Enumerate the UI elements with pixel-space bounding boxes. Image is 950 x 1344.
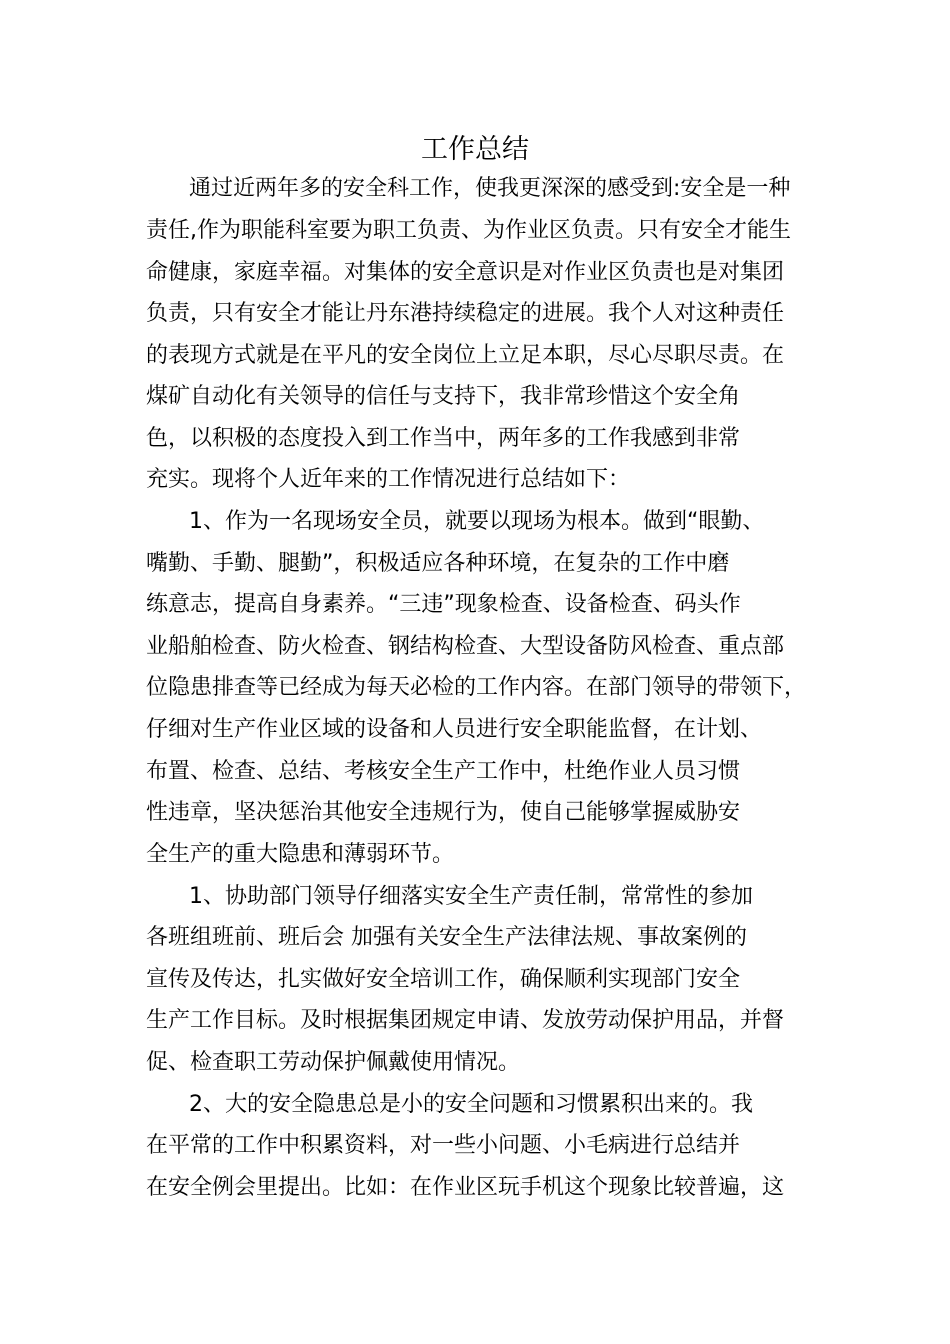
- body-line: 性违章，坚决惩治其他安全违规行为，使自己能够掌握威胁安: [146, 800, 741, 825]
- body-line: 布置、检查、总结、考核安全生产工作中，杜绝作业人员习惯: [146, 759, 741, 784]
- body-line: 位隐患排查等已经成为每天必检的工作内容。在部门领导的带领下，: [146, 675, 807, 700]
- body-line: 业船舶检查、防火检查、钢结构检查、大型设备防风检查、重点部: [146, 634, 785, 659]
- body-line: 煤矿自动化有关领导的信任与支持下，我非常珍惜这个安全角: [146, 384, 741, 409]
- body-line: 各班组班前、班后会 加强有关安全生产法律法规、事故案例的: [146, 925, 747, 950]
- body-line: 生产工作目标。及时根据集团规定申请、发放劳动保护用品，并督: [146, 1008, 785, 1033]
- body-line: 色，以积极的态度投入到工作当中，两年多的工作我感到非常: [146, 426, 741, 451]
- body-line: 的表现方式就是在平凡的安全岗位上立足本职，尽心尽职尽责。在: [146, 343, 785, 368]
- document-title: 工作总结: [421, 134, 529, 165]
- body-line: 2、大的安全隐患总是小的安全问题和习惯累积出来的。我: [189, 1092, 753, 1117]
- body-line: 在安全例会里提出。比如：在作业区玩手机这个现象比较普遍，这: [146, 1175, 785, 1200]
- body-line: 练意志，提高自身素养。“三违”现象检查、设备检查、码头作: [146, 592, 741, 617]
- body-line: 促、检查职工劳动保护佩戴使用情况。: [146, 1050, 521, 1075]
- body-line: 宣传及传达，扎实做好安全培训工作，确保顺利实现部门安全: [146, 967, 741, 992]
- body-line: 负责，只有安全才能让丹东港持续稳定的进展。我个人对这种责任: [146, 301, 785, 326]
- body-line: 嘴勤、手勤、腿勤”，积极适应各种环境，在复杂的工作中磨: [146, 551, 730, 576]
- body-line: 全生产的重大隐患和薄弱环节。: [146, 842, 455, 867]
- body-line: 1、协助部门领导仔细落实安全生产责任制，常常性的参加: [189, 884, 753, 909]
- body-line: 充实。现将个人近年来的工作情况进行总结如下：: [146, 467, 631, 492]
- body-line: 仔细对生产作业区域的设备和人员进行安全职能监督，在计划、: [146, 717, 763, 742]
- body-line: 责任,作为职能科室要为职工负责、为作业区负责。只有安全才能生: [146, 218, 791, 243]
- body-line: 通过近两年多的安全科工作，使我更深深的感受到:安全是一种: [189, 176, 791, 201]
- body-line: 1、作为一名现场安全员，就要以现场为根本。做到“眼勤、: [189, 509, 765, 534]
- body-line: 在平常的工作中积累资料，对一些小问题、小毛病进行总结并: [146, 1133, 741, 1158]
- body-line: 命健康，家庭幸福。对集体的安全意识是对作业区负责也是对集团: [146, 260, 785, 285]
